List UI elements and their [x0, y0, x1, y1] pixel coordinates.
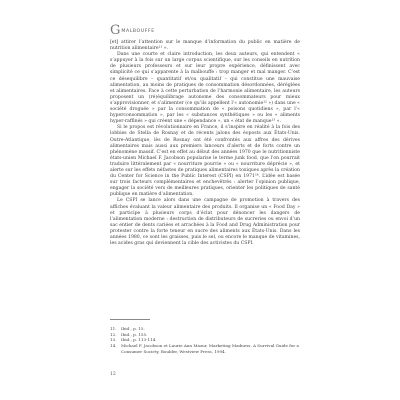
running-header-title: MALBOUFFE — [121, 29, 155, 34]
footnote-number: 14. — [110, 343, 117, 349]
footnote-number: 12. — [110, 331, 117, 337]
paragraph: Dans une courte et claire introduction, les deux auteurs, qui entendent « s’appuyer à la fois sur un large corpus scientifique, sur les conseils en nutrition de plusieurs professeurs et sur leur propre expérience, définissent avec simplicité ce qui s’apparente à la malbouffe : trop manger et mal manger. C’est ce désequilibre – quantitatif et/ou qualitatif – qui constitue une mauvaise alimentation, au moins de pratiques de consommation désordonnées, déréglées et alimentaires. Face à cette perturbation de l’harmonie alimentaire, les auteurs proposent un (ré)équilibrage autonome des consommateurs pour mieux s’approvisionner, et s’alimenter (ce qu’ils appellent l’« autonomie¹² ») dans une « société droguée » par la consommation de « poisons quotidiens », par l’« hyperconsommation », par les « substances synthétiques » ou les « aliments hyper-raffinés » qui créent une « dépendance », un « état de manque¹³ ». — [110, 52, 300, 125]
footnote-text: Ibid., p. 15. — [121, 326, 145, 331]
footnote-number: 11. — [110, 326, 117, 331]
footnote-number: 13. — [110, 337, 117, 343]
body-text — [110, 40, 300, 247]
footnote — [110, 343, 300, 354]
footnote-text: Ibid., p. 155. — [121, 331, 148, 337]
running-header — [110, 24, 155, 37]
publisher-logo-icon: G — [110, 23, 120, 38]
footnotes — [110, 326, 300, 355]
footnote-divider — [110, 319, 150, 320]
footnote-text: Ibid., p. 113-114. — [121, 337, 157, 343]
footnote-text: Michael F. Jacobson et Laurie Ann Mazur, Marketing Madness. A Survival Guide for a Consumer Society, Boulder, Westview Press, 1994. — [121, 343, 299, 354]
paragraph: [et] attirer l’attention sur le manque d’information du public en matière de nutrition alimentaire¹¹ ». — [110, 40, 300, 52]
page-number: 12 — [110, 372, 116, 377]
paragraph: Si le propos est révolutionnaire en France, il s’inspire en réalité à la fois des lobbies de Stella de Rosnay et de récents jalons des éoposts aux États-Unis. Outre-Atlantique, lès de Rosnay ont été confrontés aux affres des dérives alimentaires mais aussi aux premiers lanceurs d’alerts et de forts contre un phénomène massif. C’est en effet au début des années 1970 que le nutritionniste états-unien Michael F. Jacobson popularise le terme junk food, que l’on pourrait traduire littéralement par « nourriture pourrie » ou « nourriture déprécie », et alerte sur les effets néfastes de pratiques alimentaires toxiques après la création du Center for Science in the Public Interest (CSPI) en 1971¹⁴. L’idée est basée sur trois facteurs complémentaires et enchevêtrés : alerter l’opinion publique, engager la société vers de meilleures pratiques, orienter les politiques de santé publique en matière d’alimentation. — [110, 125, 300, 198]
paragraph: Le CSPI se lance alors dans une campagne de promotion à travers des affiches évaluant la valeur alimentaire des produits. Il organise un « Food Day » et participe à plusieurs corps d’éclat pour dénoncer les dangers de l’alimentation moderne : destruction de distributeurs de sucreries ou envoi d’un sac entier de dents cariées et arrachées à la Food and Drug Administration pour protester contre la forte teneur en sucre des aliments aux États-Unis. Dans les années 1980, ce sont les graisses, puis le sel, ou encore le manque de vitamines, les acides gras qui deviennent la cible des activistes du CSPI. — [110, 198, 300, 247]
